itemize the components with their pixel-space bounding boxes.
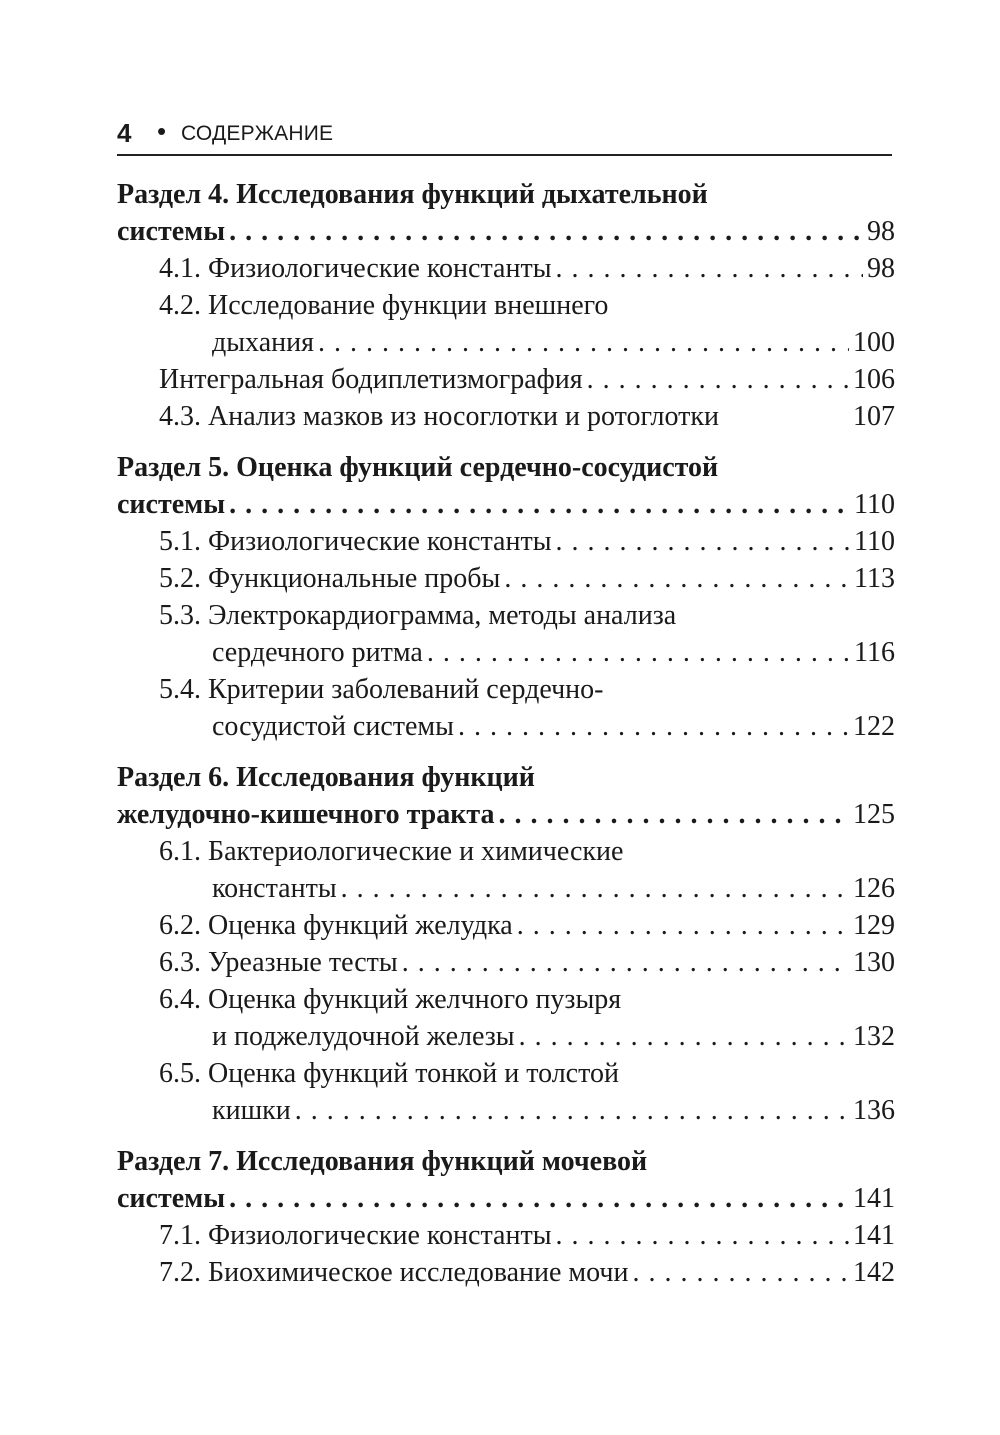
toc-heading-line <box>117 1143 895 1180</box>
section-heading: системы <box>117 489 226 520</box>
bullet-icon: • <box>157 116 167 146</box>
entry-title: 6.1. Бактериологические и химические <box>159 836 624 867</box>
toc-entry <box>117 287 895 324</box>
entry-title: 6.4. Оценка функций желчного пузыря <box>159 984 622 1015</box>
page-ref: 113 <box>854 563 895 594</box>
toc-entry <box>117 597 895 634</box>
toc-entry <box>117 671 895 708</box>
section-heading: Раздел 6. Исследования функций <box>117 762 535 793</box>
dot-leader <box>458 708 849 745</box>
page-number: 4 <box>117 118 132 148</box>
toc-entry-continuation <box>117 1018 895 1055</box>
toc-entry <box>117 250 895 287</box>
toc-entry <box>117 523 895 560</box>
entry-title: 7.1. Физиологические константы <box>159 1220 552 1251</box>
page-ref: 142 <box>853 1257 895 1288</box>
toc-entry <box>117 1217 895 1254</box>
section-heading: системы <box>117 1183 226 1214</box>
toc-heading-line <box>117 213 895 250</box>
entry-title: и поджелудочной железы <box>212 1021 515 1052</box>
dot-leader <box>402 944 849 981</box>
dot-leader <box>556 1217 849 1254</box>
toc-entry <box>117 361 895 398</box>
dot-leader <box>517 907 849 944</box>
toc-entry-continuation <box>117 324 895 361</box>
page-ref: 130 <box>853 947 895 978</box>
dot-leader <box>633 1254 850 1291</box>
page-ref: 110 <box>854 526 895 557</box>
entry-title: 7.2. Биохимическое исследование мочи <box>159 1257 629 1288</box>
page-ref: 141 <box>853 1183 895 1214</box>
section-heading: Раздел 5. Оценка функций сердечно-сосудистой <box>117 452 719 483</box>
dot-leader <box>519 1018 849 1055</box>
page-ref: 132 <box>853 1021 895 1052</box>
page-ref: 136 <box>853 1095 895 1126</box>
section-heading: системы <box>117 216 226 247</box>
entry-title: 6.3. Уреазные тесты <box>159 947 398 978</box>
page-ref: 116 <box>854 637 895 668</box>
toc-entry <box>117 560 895 597</box>
toc-heading-line <box>117 759 895 796</box>
page-ref: 110 <box>854 489 895 520</box>
page-ref: 100 <box>853 327 895 358</box>
running-head-title: СОДЕРЖАНИЕ <box>181 122 334 145</box>
dot-leader <box>587 361 849 398</box>
toc-entry <box>117 907 895 944</box>
page-ref: 125 <box>853 799 895 830</box>
entry-title: 5.4. Критерии заболеваний сердечно- <box>159 674 604 705</box>
dot-leader <box>504 560 850 597</box>
table-of-contents <box>117 176 895 1305</box>
toc-entry <box>117 833 895 870</box>
dot-leader <box>556 250 863 287</box>
entry-title: константы <box>212 873 337 904</box>
dot-leader <box>341 870 849 907</box>
page-ref: 106 <box>853 364 895 395</box>
toc-heading-line <box>117 449 895 486</box>
dot-leader <box>427 634 850 671</box>
entry-title: 4.2. Исследование функции внешнего <box>159 290 609 321</box>
toc-entry-continuation <box>117 634 895 671</box>
dot-leader <box>556 523 851 560</box>
page-ref: 122 <box>853 711 895 742</box>
entry-title: 5.2. Функциональные пробы <box>159 563 501 594</box>
entry-title: 6.5. Оценка функций тонкой и толстой <box>159 1058 619 1089</box>
entry-title: дыхания <box>212 327 314 358</box>
toc-entry-continuation <box>117 870 895 907</box>
section-heading: Раздел 7. Исследования функций мочевой <box>117 1146 648 1177</box>
toc-heading-line <box>117 486 895 523</box>
section-heading: желудочно-кишечного тракта <box>117 799 495 830</box>
page-ref: 98 <box>867 253 895 284</box>
toc-entry-continuation <box>117 1092 895 1129</box>
entry-title: Интегральная бодиплетизмография <box>159 364 583 395</box>
toc-entry <box>117 981 895 1018</box>
entry-title: 5.3. Электрокардиограмма, методы анализа <box>159 600 677 631</box>
toc-entry <box>117 944 895 981</box>
toc-entry-continuation <box>117 708 895 745</box>
dot-leader <box>229 1180 849 1217</box>
entry-title: 4.1. Физиологические константы <box>159 253 552 284</box>
dot-leader <box>229 486 850 523</box>
page-ref: 126 <box>853 873 895 904</box>
toc-heading-line <box>117 796 895 833</box>
entry-title: 6.2. Оценка функций желудка <box>159 910 513 941</box>
section-heading: Раздел 4. Исследования функций дыхательной <box>117 179 708 210</box>
toc-section-4 <box>117 176 895 435</box>
entry-title: сердечного ритма <box>212 637 423 668</box>
toc-entry <box>117 1055 895 1092</box>
page-ref: 141 <box>853 1220 895 1251</box>
page-ref: 107 <box>853 401 895 432</box>
toc-section-7 <box>117 1143 895 1291</box>
toc-entry <box>117 398 895 435</box>
running-head <box>117 114 892 156</box>
entry-title: сосудистой системы <box>212 711 454 742</box>
dot-leader <box>498 796 849 833</box>
toc-heading-line <box>117 176 895 213</box>
dot-leader <box>229 213 863 250</box>
page-ref: 129 <box>853 910 895 941</box>
toc-heading-line <box>117 1180 895 1217</box>
toc-section-6 <box>117 759 895 1129</box>
entry-title: кишки <box>212 1095 291 1126</box>
dot-leader <box>295 1092 849 1129</box>
toc-entry <box>117 1254 895 1291</box>
toc-section-5 <box>117 449 895 745</box>
page-ref: 98 <box>867 216 895 247</box>
entry-title: 4.3. Анализ мазков из носоглотки и ротоглотки <box>159 401 719 432</box>
entry-title: 5.1. Физиологические константы <box>159 526 552 557</box>
dot-leader <box>318 324 849 361</box>
